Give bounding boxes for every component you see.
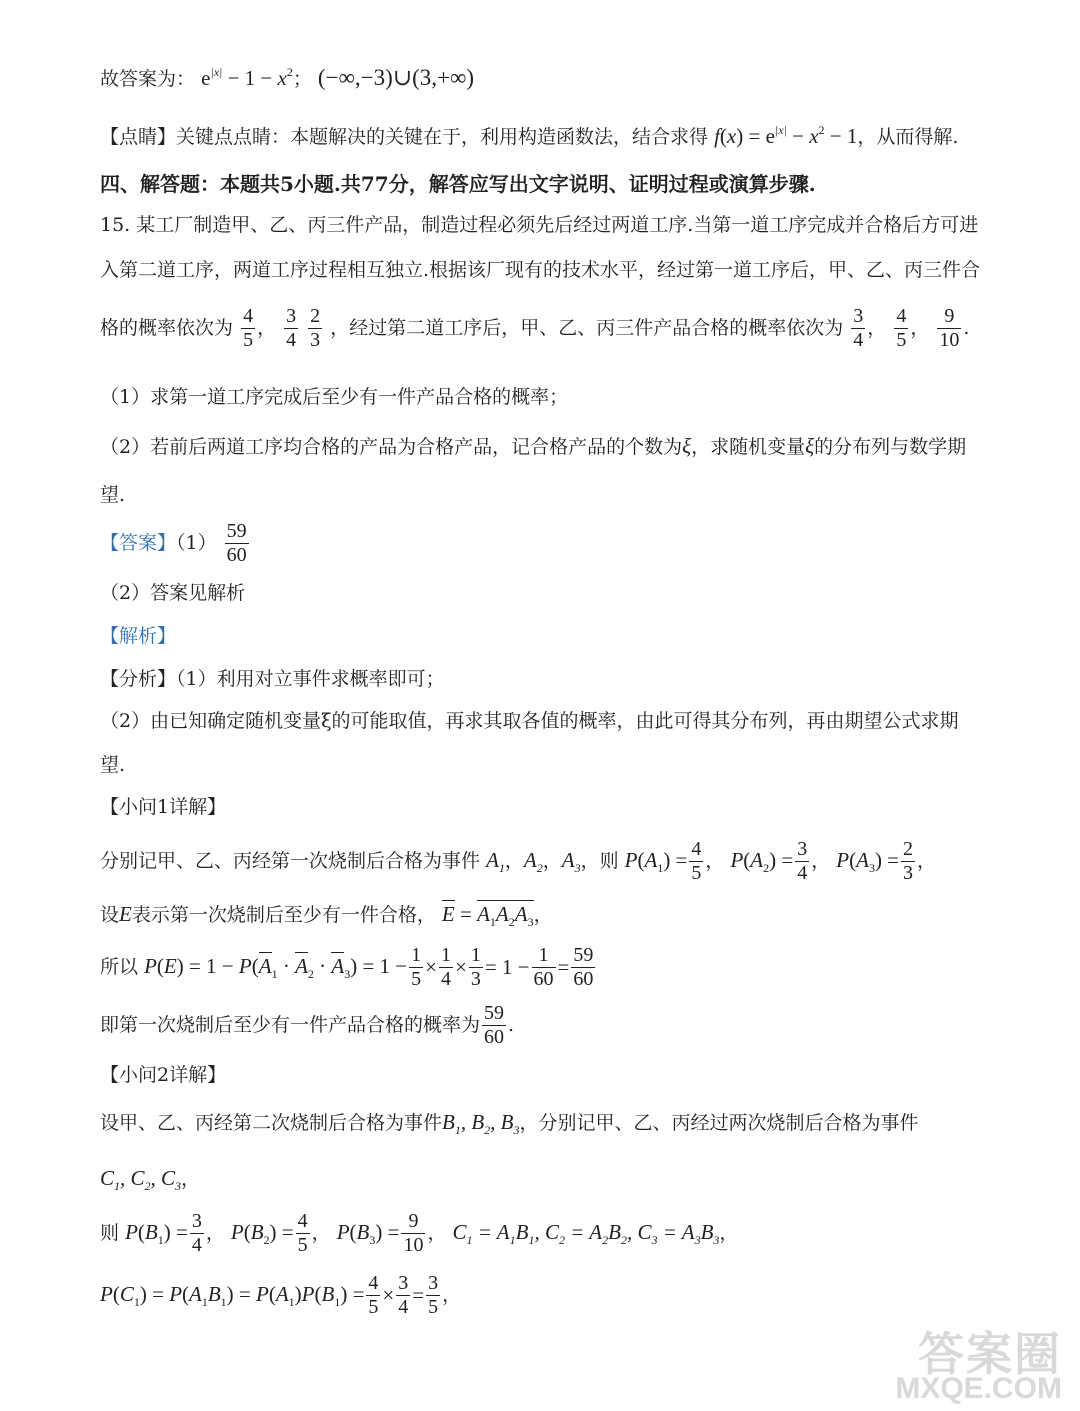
q2-heading: 【小问2详解】 bbox=[100, 1064, 227, 1086]
watermark-url: MXQE.COM bbox=[895, 1372, 1062, 1405]
q15-line2: 入第二道工序，两道工序过程相互独立.根据该厂现有的技术水平，经过第一道工序后，甲、乙、丙三件合 bbox=[100, 259, 981, 281]
fraction: $\frac{1}{4}$ bbox=[441, 944, 451, 990]
q1-line2: 设E表示第一次烧制后至少有一件合格， $E = A_1A_2A_3$， bbox=[100, 902, 553, 929]
analysis-line1-text: （1）利用对立事件求概率即可； bbox=[176, 668, 445, 690]
fraction: $\frac{4}{5}$ bbox=[691, 838, 702, 884]
q15-sub2 bbox=[100, 436, 966, 457]
fraction: $\frac{4}{5}$ bbox=[243, 305, 254, 351]
q2-line4: $P(C_1) = P(A_1B_1) = P(A_1)P(B_1)$ = $\frac{4}{5}$ × $\frac{3}{4}$ = $\frac{3}{5}$ ， bbox=[100, 1272, 462, 1318]
dianjing-text: 关键点点睛：本题解决的关键在于，利用构造函数法，结合求得 bbox=[176, 126, 709, 148]
fraction: $\frac{4}{5}$ bbox=[368, 1272, 379, 1318]
q15-sub1: （1）求第一道工序完成后至少有一件产品合格的概率； bbox=[100, 386, 569, 408]
q2-line1-text2: ，分别记甲、乙、丙经过两次烧制后合格为事件 bbox=[519, 1112, 919, 1134]
q15-sub2-end: 望. bbox=[100, 484, 126, 506]
dianjing-tag: 【点睛】 bbox=[100, 126, 177, 148]
fraction: $\frac{4}{5}$ bbox=[297, 1210, 308, 1256]
fraction: $\frac{1}{60}$ bbox=[533, 944, 554, 990]
q15-line3-text: 格的概率依次为 bbox=[100, 317, 234, 339]
fraction: $\frac{59}{60}$ bbox=[573, 944, 594, 990]
q15-line1: 15. 某工厂制造甲、乙、丙三件产品，制造过程必须先后经过两道工序.当第一道工序完成并合格后方可进 bbox=[100, 214, 979, 236]
analysis-tag: 【解析】 bbox=[100, 625, 177, 647]
answer-separator: ； bbox=[292, 68, 312, 90]
q2-line1-text: 设甲、乙、丙经第二次烧制后合格为事件 bbox=[100, 1112, 443, 1134]
q1-line4: 即第一次烧制后至少有一件产品合格的概率为 $\frac{59}{60}$ . bbox=[100, 1002, 515, 1048]
analysis-line2: （2）由已知确定随机变量ξ的可能取值，再求其取各值的概率，由此可得其分布列，再由期望公式求期 bbox=[100, 710, 959, 732]
answer-tag: 【答案】 bbox=[100, 532, 177, 554]
watermark-logo: 答案圈 bbox=[918, 1328, 1062, 1380]
fraction: $\frac{4}{5}$ bbox=[896, 305, 907, 351]
q1-line1-text: 分别记甲、乙、丙经第一次烧制后合格为事件 bbox=[100, 850, 481, 872]
answer-prefix: 故答案为： bbox=[100, 68, 196, 90]
fraction: $\frac{2}{3}$ bbox=[903, 838, 914, 884]
q2-line2: $C_1$, $C_2$, $C_3$， bbox=[100, 1166, 201, 1193]
dianjing-formula: $f(x) = e^{|x|} - x^2 - 1$ bbox=[714, 123, 858, 148]
answer-part1 bbox=[100, 520, 251, 567]
fraction: $\frac{9}{10}$ bbox=[403, 1210, 424, 1256]
answer-interval: (−∞,−3)∪(3,+∞) bbox=[317, 65, 475, 90]
section-heading: 四、解答题：本题共5小题.共77分，解答应写出文字说明、证明过程或演算步骤. bbox=[100, 172, 816, 196]
answer-part2: （2）答案见解析 bbox=[100, 582, 246, 604]
dianjing-line bbox=[100, 124, 958, 147]
q1-line4-text: 即第一次烧制后至少有一件产品合格的概率为 bbox=[100, 1014, 481, 1036]
q15-sub2-text3: 的分布列与数学期 bbox=[814, 436, 967, 458]
answer-part1-label: （1） bbox=[176, 532, 217, 554]
fraction: $\frac{3}{4}$ bbox=[853, 305, 864, 351]
q2-line3: 则 $P(B_1)$ = $\frac{3}{4}$ ， $P(B_2)$ = $\frac{4}{5}$ ， $P(B_3)$ = $\frac{9}{10}$ ， $C_1 = A_1B_1$, $C_2 = A_2B_2$, $C_3 = A_3B_3$， bbox=[100, 1210, 739, 1256]
fraction: $\frac{2}{3}$ bbox=[310, 305, 321, 351]
q1-line3-text: 所以 bbox=[100, 956, 139, 978]
analysis-line3: 望. bbox=[100, 754, 126, 776]
q15-line3-text2: ，经过第二道工序后，甲、乙、丙三件产品合格的概率依次为 bbox=[330, 317, 844, 339]
q1-line1: 分别记甲、乙、丙经第一次烧制后合格为事件 $A_1$，$A_2$，$A_3$，则 $P(A_1)$ = $\frac{4}{5}$ ， $P(A_2)$ = $\frac{3}{4}$ ， $P(A_3)$ = $\frac{2}{3}$ ， bbox=[100, 838, 937, 884]
q15-sub2-text2: ，求随机变量 bbox=[691, 436, 806, 458]
q1-heading: 【小问1详解】 bbox=[100, 796, 227, 818]
fraction: $\frac{1}{3}$ bbox=[470, 944, 481, 990]
fraction: $\frac{3}{4}$ bbox=[191, 1210, 202, 1256]
fraction: $\frac{1}{5}$ bbox=[411, 944, 422, 990]
fraction: $\frac{59}{60}$ bbox=[484, 1002, 505, 1048]
fraction: $\frac{3}{4}$ bbox=[398, 1272, 409, 1318]
xi-symbol: ξ bbox=[805, 434, 815, 458]
fraction: $\frac{3}{4}$ bbox=[286, 305, 297, 351]
q1-line2-set: 设 bbox=[100, 904, 120, 926]
fraction: $\frac{3}{5}$ bbox=[428, 1272, 439, 1318]
analysis-line1 bbox=[100, 670, 445, 689]
q1-line1-then: 则 bbox=[599, 850, 619, 872]
fraction: $\frac{9}{10}$ bbox=[939, 305, 960, 351]
q2-line1: 设甲、乙、丙经第二次烧制后合格为事件$B_1$, $B_2$, $B_3$，分别记甲、乙、丙经过两次烧制后合格为事件 bbox=[100, 1110, 919, 1137]
analysis-subtag: 【分析】 bbox=[100, 668, 177, 690]
q15-sub2-text: （2）若前后两道工序均合格的产品为合格产品，记合格产品的个数为 bbox=[100, 436, 683, 458]
fraction: $\frac{59}{60}$ bbox=[226, 520, 247, 566]
dianjing-text-end: ，从而得解. bbox=[857, 126, 959, 148]
q2-line3-then: 则 bbox=[100, 1222, 120, 1244]
q15-line3: 格的概率依次为 $\frac{4}{5}$ ， $\frac{3}{4}$ $\frac{2}{3}$ ，经过第二道工序后，甲、乙、丙三件产品合格的概率依次为 $\frac{3}{4}$ ， $\frac{4}{5}$ ， $\frac{9}{10}$ . bbox=[100, 305, 970, 351]
q1-line3: 所以 $P(E) = 1 - P(A_1 \cdot A_2 \cdot A_3) = 1$ − $\frac{1}{5}$ × $\frac{1}{4}$ × $\frac{1}{3}$ = 1 − $\frac{1}{60}$ = $\frac{59}{60}$ bbox=[100, 944, 594, 990]
q1-line2-text: 表示第一次烧制后至少有一件合格， bbox=[131, 904, 436, 926]
answer-line bbox=[100, 66, 474, 89]
xi-symbol: ξ bbox=[682, 434, 692, 458]
fraction: $\frac{3}{4}$ bbox=[797, 838, 808, 884]
answer-expression: $e^{|x|} - 1 - x^2$ bbox=[201, 65, 293, 90]
